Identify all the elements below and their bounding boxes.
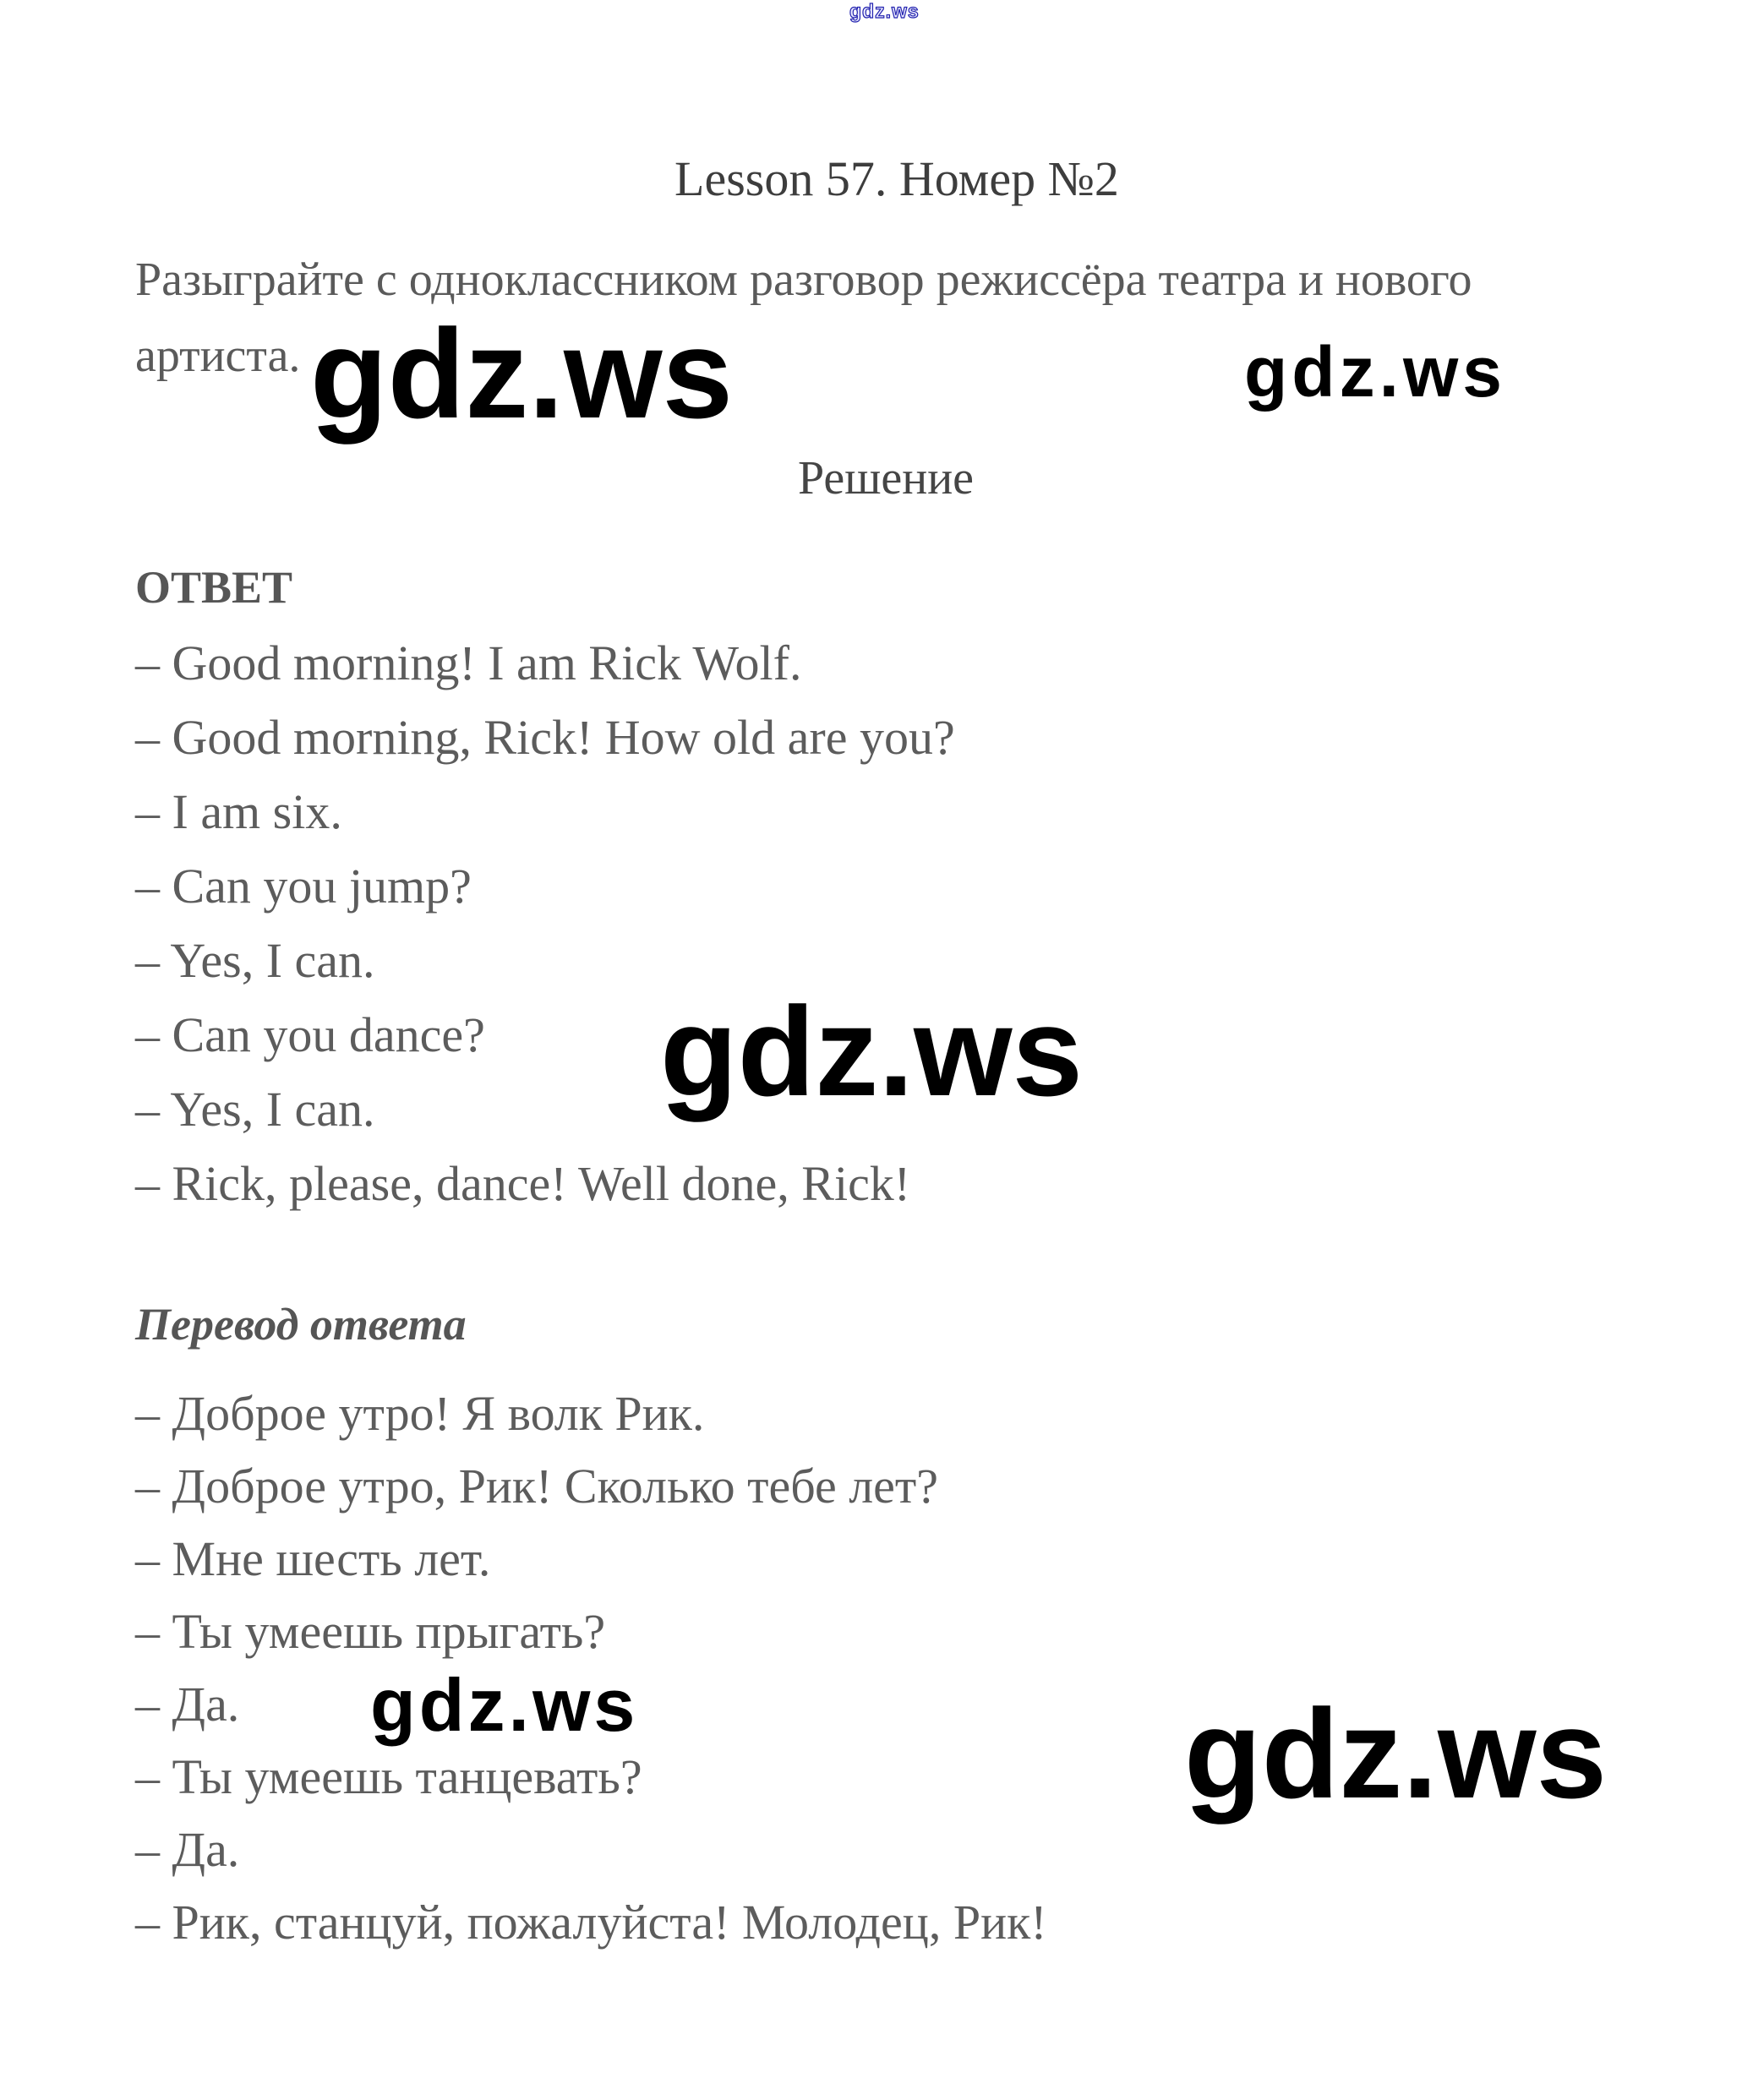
translation-line: – Да. <box>135 1677 240 1732</box>
translation-line: – Доброе утро! Я волк Рик. <box>135 1386 705 1441</box>
watermark-top-tiny: gdz.ws <box>849 0 920 22</box>
solution-heading: Решение <box>797 452 975 505</box>
task-text-line-2: артиста. <box>135 330 301 382</box>
translation-line: – Ты умеешь прыгать? <box>135 1604 606 1659</box>
translation-line: – Рик, станцуй, пожалуйста! Молодец, Рик! <box>135 1895 1047 1950</box>
watermark-medium-top-right: gdz.ws <box>1244 332 1507 412</box>
answer-heading: ОТВЕТ <box>135 562 293 613</box>
answer-line: – Yes, I can. <box>135 1082 375 1137</box>
translation-line: – Ты умеешь танцевать? <box>135 1749 642 1804</box>
translation-line: – Доброе утро, Рик! Сколько тебе лет? <box>135 1459 939 1514</box>
translation-line: – Да. <box>135 1822 240 1877</box>
answer-line: – I am six. <box>135 784 342 839</box>
answer-line: – Can you jump? <box>135 859 472 914</box>
answer-line: – Rick, please, dance! Well done, Rick! <box>135 1156 911 1211</box>
task-text-line-1: Разыграйте с одноклассником разговор режиссёра театра и нового <box>135 254 1472 306</box>
answer-line: – Can you dance? <box>135 1007 485 1062</box>
translation-heading: Перевод ответа <box>135 1299 467 1350</box>
translation-line: – Мне шесть лет. <box>135 1531 491 1586</box>
watermark-large-bottom-right: gdz.ws <box>1184 1683 1608 1825</box>
answer-line: – Yes, I can. <box>135 933 375 988</box>
watermark-large-center: gdz.ws <box>660 980 1084 1122</box>
answer-line: – Good morning! I am Rick Wolf. <box>135 635 802 690</box>
watermark-large-top: gdz.ws <box>310 303 734 445</box>
page-title: Lesson 57. Номер №2 <box>674 151 1119 206</box>
watermark-medium-bottom-left: gdz.ws <box>370 1663 639 1747</box>
answer-line: – Good morning, Rick! How old are you? <box>135 710 955 765</box>
